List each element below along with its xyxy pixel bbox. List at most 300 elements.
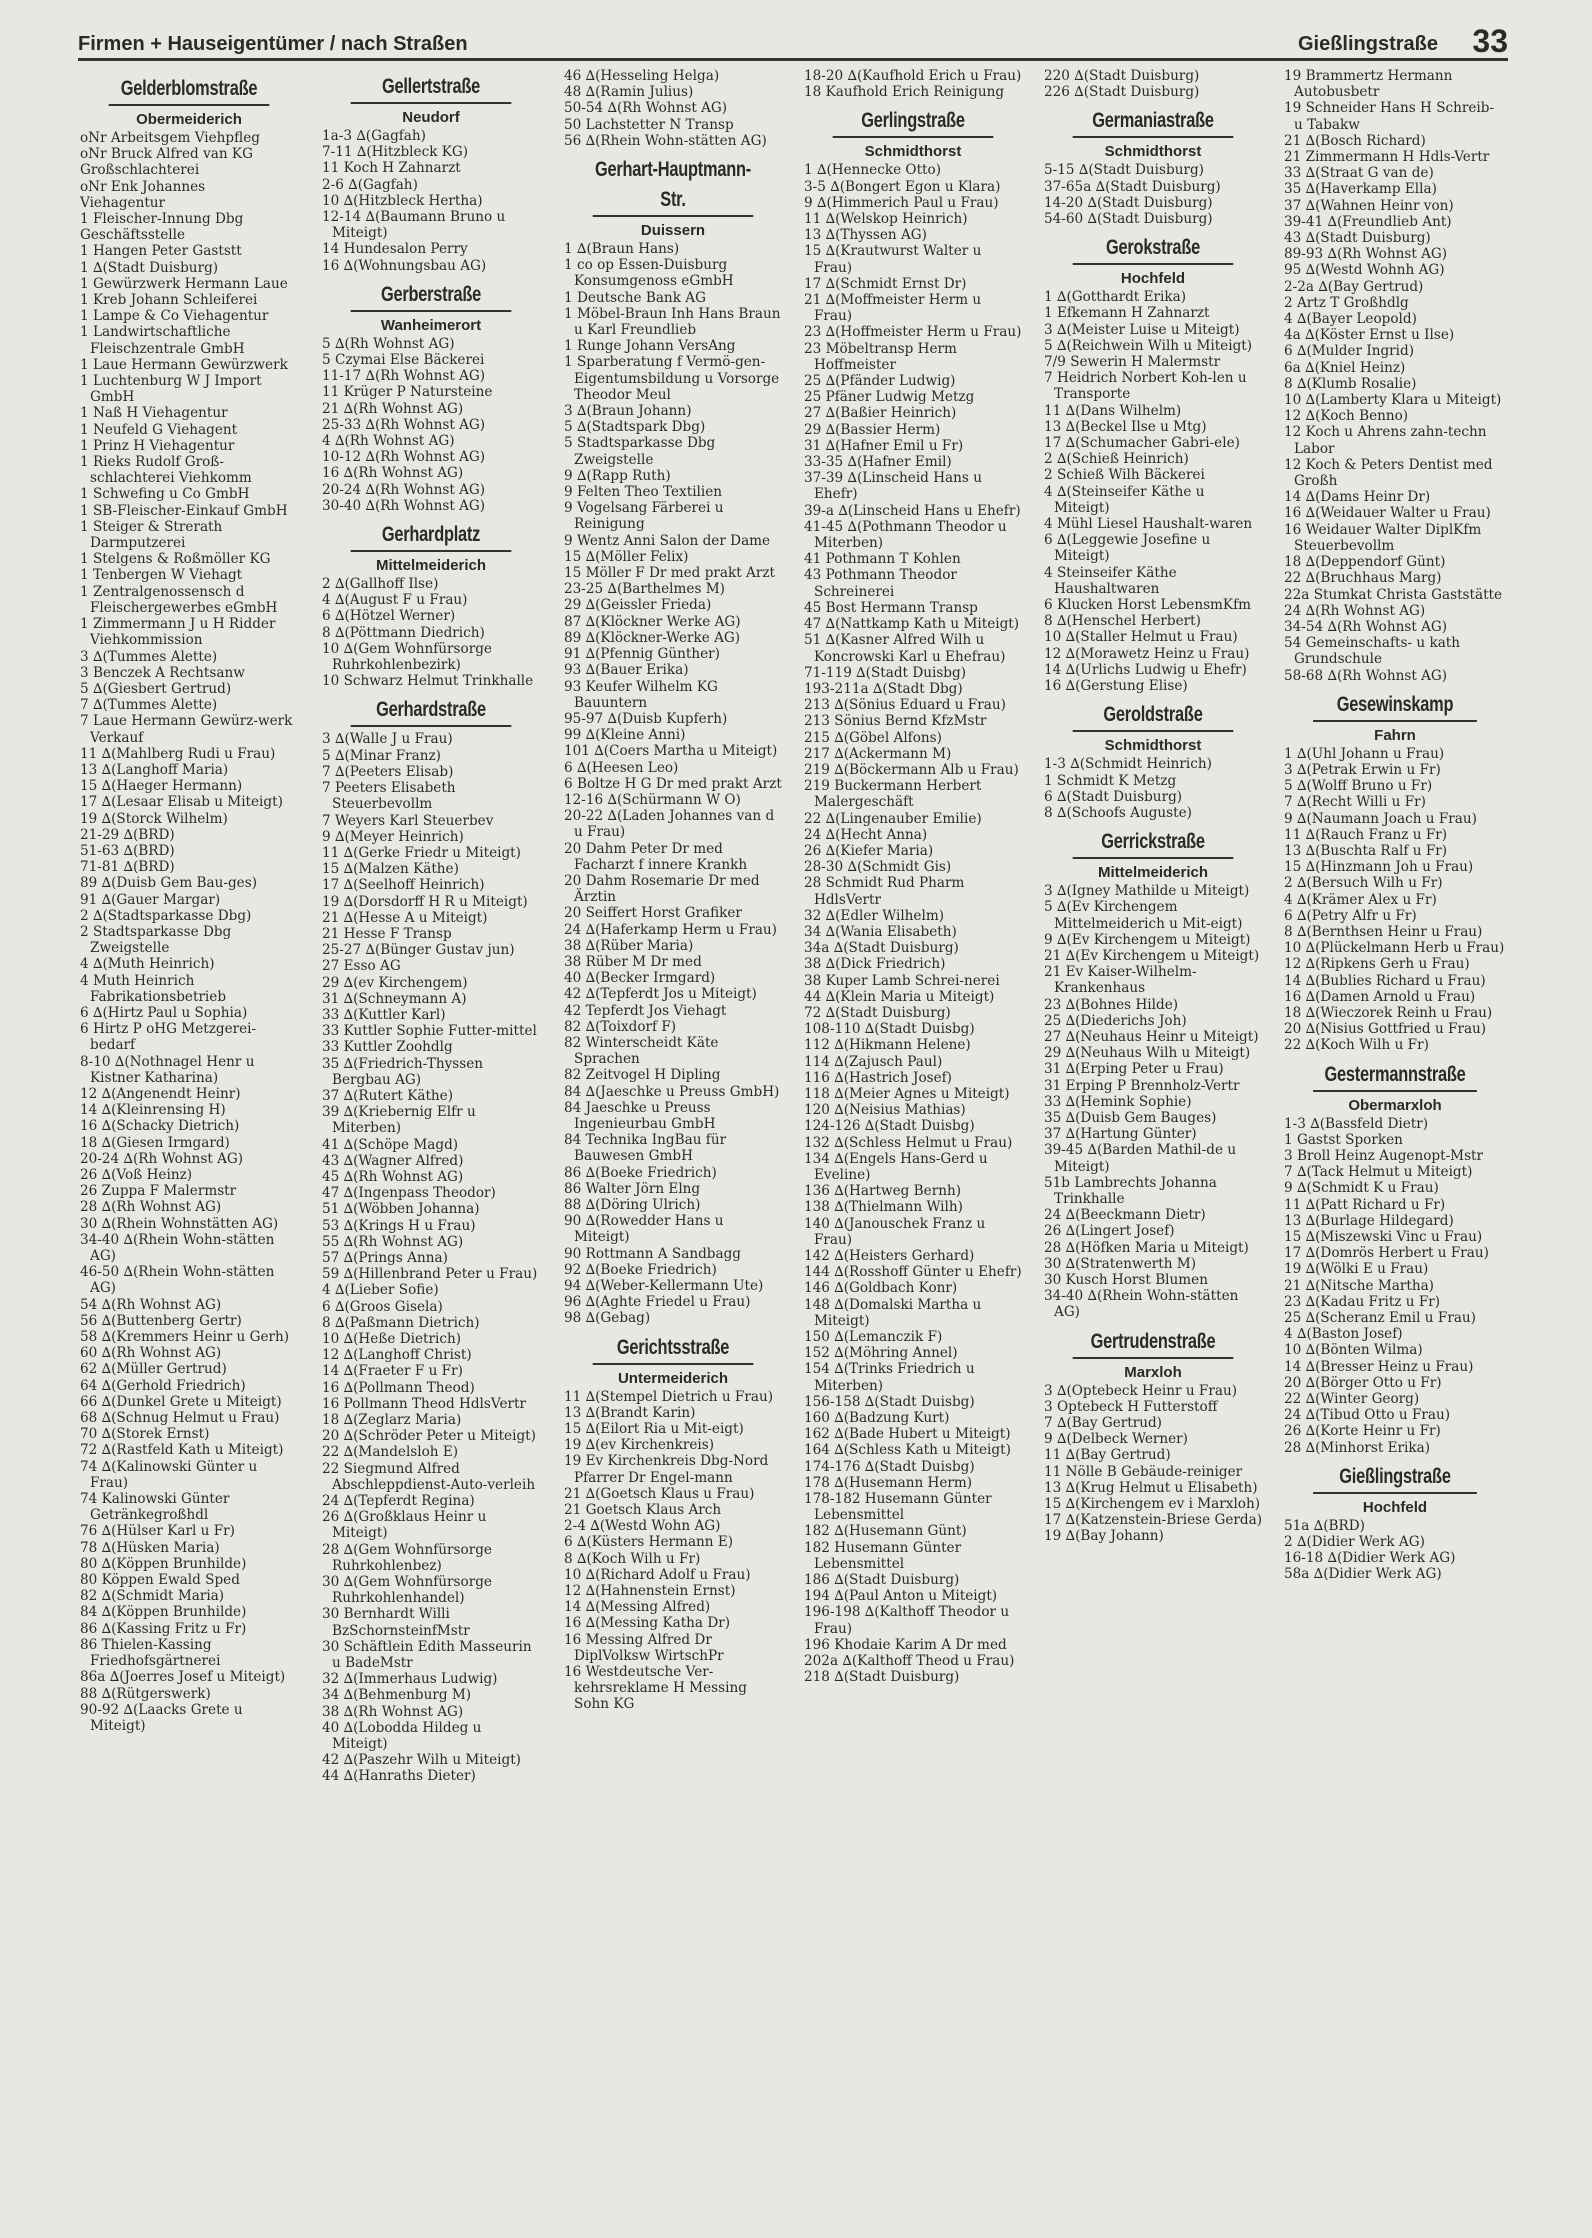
directory-entry: 30 ∆(Rhein Wohnstätten AG) bbox=[80, 1215, 279, 1232]
directory-entry: 7 Weyers Karl Steuerbev bbox=[322, 812, 494, 829]
directory-entry: 1 Efkemann H Zahnarzt bbox=[1044, 305, 1210, 322]
directory-entry: 9 ∆(Schmidt K u Frau) bbox=[1284, 1180, 1439, 1197]
directory-entry: 24 ∆(Tibud Otto u Frau) bbox=[1284, 1407, 1451, 1424]
directory-entry: 82 Winterscheidt Käte Sprachen bbox=[564, 1034, 719, 1068]
directory-entry: 152 ∆(Möhring Annel) bbox=[804, 1345, 958, 1362]
directory-entry: 57 ∆(Prings Anna) bbox=[322, 1249, 448, 1266]
street-name: Gertrudenstraße bbox=[1073, 1327, 1234, 1359]
directory-entry: 30 ∆(Gem Wohnfürsorge Ruhrkohlenhandel) bbox=[322, 1574, 492, 1607]
directory-entry: 23 ∆(Kadau Fritz u Fr) bbox=[1284, 1293, 1441, 1310]
directory-entry: 28 Schmidt Rud Pharm HdlsVertr bbox=[804, 875, 965, 908]
street-section bbox=[322, 695, 540, 1784]
directory-entry: 1a-3 ∆(Gagfah) bbox=[322, 128, 426, 144]
directory-entry: 58-68 ∆(Rh Wohnst AG) bbox=[1284, 667, 1448, 684]
directory-entry: 1 Lampe & Co Viehagentur bbox=[80, 308, 269, 325]
directory-entry: 7 Peeters Elisabeth Steuerbevollm bbox=[322, 780, 456, 813]
directory-entry: 5 ∆(Stadtspark Dbg) bbox=[564, 419, 706, 436]
street-name: Gestermannstraße bbox=[1313, 1060, 1477, 1092]
directory-entry: 1 Prinz H Viehagentur bbox=[80, 437, 235, 454]
street-section bbox=[1044, 106, 1262, 227]
directory-entry: 1 Runge Johann VersAng bbox=[564, 338, 736, 355]
directory-entry: 8-10 ∆(Nothnagel Henr u Kistner Katharina) bbox=[80, 1053, 255, 1086]
directory-entry: 6 ∆(Petry Alfr u Fr) bbox=[1284, 907, 1417, 924]
directory-entry: 30 Schäftlein Edith Masseurin u BadeMstr bbox=[322, 1638, 532, 1672]
directory-entry: 22 ∆(Bruchhaus Marg) bbox=[1284, 570, 1442, 587]
street-name: Gerhardstraße bbox=[351, 695, 512, 727]
directory-entry: 78 ∆(Hüsken Maria) bbox=[80, 1539, 220, 1556]
directory-entry: 202a ∆(Kalthoff Theod u Frau) bbox=[804, 1653, 1015, 1670]
directory-entry: 45 ∆(Rh Wohnst AG) bbox=[322, 1168, 464, 1185]
directory-entry: 21 Zimmermann H Hdls-Vertr bbox=[1284, 149, 1490, 166]
directory-entry: 45 Bost Hermann Transp bbox=[804, 599, 978, 616]
directory-entry: 88 ∆(Döring Ulrich) bbox=[564, 1197, 701, 1213]
directory-entry: 186 ∆(Stadt Duisburg) bbox=[804, 1572, 960, 1589]
directory-entry: 37 ∆(Hartung Günter) bbox=[1044, 1126, 1197, 1143]
directory-entry: 11 ∆(Bay Gertrud) bbox=[1044, 1447, 1171, 1464]
district-name: Obermarxloh bbox=[1348, 1096, 1442, 1114]
directory-entry: 64 ∆(Gerhold Friedrich) bbox=[80, 1377, 246, 1394]
directory-entry: 54 ∆(Rh Wohnst AG) bbox=[80, 1296, 222, 1313]
directory-entry: 34 ∆(Behmenburg M) bbox=[322, 1687, 472, 1704]
directory-entry: 10 ∆(Hitzbleck Hertha) bbox=[322, 192, 483, 209]
directory-entry: 101 ∆(Coers Martha u Miteigt) bbox=[564, 743, 778, 760]
directory-entry: 7 ∆(Peeters Elisab) bbox=[322, 763, 454, 780]
directory-entry: oNr Bruck Alfred van KG bbox=[80, 146, 253, 163]
directory-entry: 8 ∆(Paßmann Dietrich) bbox=[322, 1314, 480, 1331]
directory-entry: 90 Rottmann A Sandbagg bbox=[564, 1245, 742, 1262]
directory-entry: 23 ∆(Hoffmeister Herm u Frau) bbox=[804, 324, 1022, 341]
directory-entry: 9 ∆(Himmerich Paul u Frau) bbox=[804, 194, 999, 211]
directory-entry: 33 ∆(Hemink Sophie) bbox=[1044, 1093, 1192, 1110]
directory-entry: 1 Hangen Peter Gaststt bbox=[80, 243, 242, 260]
directory-entry: 8 ∆(Koch Wilh u Fr) bbox=[564, 1550, 701, 1567]
directory-entry: 11 Koch H Zahnarzt bbox=[322, 160, 461, 177]
directory-entry: 27 Esso AG bbox=[322, 958, 401, 975]
directory-entry: 38 ∆(Dick Friedrich) bbox=[804, 956, 946, 973]
directory-entry: 21 ∆(Ev Kirchengem u Miteigt) bbox=[1044, 947, 1260, 964]
column-3 bbox=[564, 68, 782, 1719]
directory-entry: 1 Gastst Sporken bbox=[1284, 1131, 1403, 1148]
directory-entry: 33 Kuttler Zoohdlg bbox=[322, 1039, 453, 1056]
district-name: Mittelmeiderich bbox=[1097, 864, 1209, 882]
directory-entry: 34-54 ∆(Rh Wohnst AG) bbox=[1284, 618, 1448, 635]
directory-entry: 13 ∆(Burlage Hildegard) bbox=[1284, 1212, 1454, 1229]
district-name: Fahrn bbox=[1374, 726, 1416, 744]
directory-entry: 1-3 ∆(Bassfeld Dietr) bbox=[1284, 1115, 1429, 1132]
directory-entry: 15 ∆(Malzen Käthe) bbox=[322, 861, 459, 878]
directory-entry: 10 ∆(Plückelmann Herb u Frau) bbox=[1284, 940, 1505, 957]
directory-entry: 16 Messing Alfred Dr DiplVolksw WirtschPr bbox=[564, 1631, 724, 1664]
directory-entry: 213 Sönius Bernd KfzMstr bbox=[804, 713, 987, 730]
directory-entry: 3 ∆(Optebeck Heinr u Frau) bbox=[1044, 1382, 1238, 1399]
directory-entry: 18 ∆(Zeglarz Maria) bbox=[322, 1412, 462, 1429]
directory-entry: 26 ∆(Voß Heinz) bbox=[80, 1167, 193, 1183]
directory-entry: 11 ∆(Mahlberg Rudi u Frau) bbox=[80, 745, 276, 762]
directory-entry: 50-54 ∆(Rh Wohnst AG) bbox=[564, 100, 728, 117]
directory-entry: 21 Hesse F Transp bbox=[322, 925, 452, 942]
directory-entry: 8 ∆(Pöttmann Diedrich) bbox=[322, 624, 485, 641]
directory-entry: 1 Rieks Rudolf Groß-schlachterei Viehkomm bbox=[80, 454, 252, 487]
street-section bbox=[564, 155, 782, 1327]
directory-entry: 80 ∆(Köppen Brunhilde) bbox=[80, 1555, 247, 1572]
directory-entry: 25 ∆(Pfänder Ludwig) bbox=[804, 373, 956, 390]
directory-entry: 29 ∆(Bassier Herm) bbox=[804, 421, 941, 438]
directory-entry: 16 ∆(Weidauer Walter u Frau) bbox=[1284, 505, 1491, 522]
directory-entry: 7 Heidrich Norbert Koh-len u Transporte bbox=[1044, 370, 1247, 403]
directory-entry: 94 ∆(Weber-Kellermann Ute) bbox=[564, 1278, 764, 1295]
directory-entry: 120 ∆(Neisius Mathias) bbox=[804, 1102, 966, 1119]
directory-entry: 1 Steiger & Strerath Darmputzerei bbox=[80, 518, 223, 552]
directory-entry: 29 ∆(ev Kirchengem) bbox=[322, 974, 468, 991]
directory-entry: 13 ∆(Beckel Ilse u Mtg) bbox=[1044, 418, 1207, 435]
directory-entry: 19 Ev Kirchenkreis Dbg-Nord Pfarrer Dr Engel-mann bbox=[564, 1453, 769, 1486]
district-name: Hochfeld bbox=[1120, 270, 1186, 288]
directory-entry: 5 ∆(Minar Franz) bbox=[322, 747, 441, 764]
directory-entry: 20-24 ∆(Rh Wohnst AG) bbox=[322, 481, 486, 498]
directory-entry: 15 ∆(Krautwurst Walter u Frau) bbox=[804, 243, 982, 276]
directory-entry: 84 Technika IngBau für Bauwesen GmbH bbox=[564, 1132, 727, 1165]
directory-entry: 10 Schwarz Helmut Trinkhalle bbox=[322, 673, 534, 690]
column-2 bbox=[322, 68, 540, 1791]
directory-entry: 4 Steinseifer Käthe Haushaltwaren bbox=[1044, 564, 1177, 597]
directory-entry: 43 ∆(Stadt Duisburg) bbox=[1284, 230, 1431, 247]
directory-entry: 182 ∆(Husemann Günt) bbox=[804, 1523, 967, 1540]
directory-entry: 28 ∆(Höfken Maria u Miteigt) bbox=[1044, 1239, 1249, 1256]
directory-entry: 118 ∆(Meier Agnes u Miteigt) bbox=[804, 1085, 1010, 1102]
directory-entry: 33 ∆(Straat G van de) bbox=[1284, 165, 1434, 182]
directory-entry: 1 Schmidt K Metzg bbox=[1044, 772, 1177, 789]
street-section bbox=[322, 520, 540, 689]
street-name: Gerlingstraße bbox=[833, 106, 994, 138]
directory-entry: 71-119 ∆(Stadt Duisbg) bbox=[804, 664, 967, 681]
directory-entry: 12-14 ∆(Baumann Bruno u Miteigt) bbox=[322, 209, 506, 242]
directory-entry: 86 ∆(Kassing Fritz u Fr) bbox=[80, 1620, 247, 1637]
directory-entry: 20 ∆(Schröder Peter u Miteigt) bbox=[322, 1428, 536, 1445]
directory-entry: 226 ∆(Stadt Duisburg) bbox=[1044, 84, 1200, 101]
directory-entry: 148 ∆(Domalski Martha u Miteigt) bbox=[804, 1296, 982, 1329]
directory-entry: 219 ∆(Böckermann Alb u Frau) bbox=[804, 761, 1019, 778]
column-5 bbox=[1044, 68, 1262, 1551]
directory-entry: 62 ∆(Müller Gertrud) bbox=[80, 1361, 227, 1378]
directory-entry: 156-158 ∆(Stadt Duisbg) bbox=[804, 1393, 975, 1410]
directory-entry: 218 ∆(Stadt Duisburg) bbox=[804, 1669, 960, 1686]
directory-entry: 19 ∆(Wölki E u Frau) bbox=[1284, 1261, 1429, 1278]
directory-entry: 196 Khodaie Karim A Dr med bbox=[804, 1636, 1007, 1653]
directory-entry: 3 Benczek A Rechtsanw bbox=[80, 664, 245, 681]
directory-entry: 12 Koch u Ahrens zahn-techn Labor bbox=[1284, 424, 1487, 457]
district-name: Obermeiderich bbox=[136, 111, 242, 128]
directory-entry: 41 Pothmann T Kohlen bbox=[804, 551, 961, 568]
directory-entry: 18 ∆(Wieczorek Reinh u Frau) bbox=[1284, 1004, 1493, 1021]
directory-entry: 58 ∆(Kremmers Heinr u Gerh) bbox=[80, 1329, 290, 1346]
directory-entry: 18 ∆(Deppendorf Günt) bbox=[1284, 554, 1446, 571]
directory-entry: 30-40 ∆(Rh Wohnst AG) bbox=[322, 497, 486, 514]
header-left-title: Firmen + Hauseigentümer / nach Straßen bbox=[78, 33, 468, 55]
directory-entry: 4 Muth Heinrich Fabrikationsbetrieb bbox=[80, 972, 227, 1005]
directory-entry: 7/9 Sewerin H Malermstr bbox=[1044, 354, 1221, 371]
directory-entry: 116 ∆(Hastrich Josef) bbox=[804, 1069, 952, 1086]
directory-entry: 13 ∆(Langhoff Maria) bbox=[80, 761, 229, 778]
directory-entry: 3 ∆(Igney Mathilde u Miteigt) bbox=[1044, 883, 1250, 900]
directory-entry: 38 Kuper Lamb Schrei-nerei bbox=[804, 972, 1000, 989]
directory-entry: 14 ∆(Kleinrensing H) bbox=[80, 1102, 226, 1119]
directory-entry: 14 ∆(Bublies Richard u Frau) bbox=[1284, 972, 1486, 989]
district-name: Schmidthorst bbox=[1104, 143, 1202, 161]
directory-entry: 4 ∆(Lieber Sofie) bbox=[322, 1282, 439, 1299]
directory-entry: 25 ∆(Scheranz Emil u Frau) bbox=[1284, 1310, 1476, 1327]
directory-entry: 42 ∆(Tepferdt Jos u Miteigt) bbox=[564, 986, 757, 1003]
directory-entry: 7-11 ∆(Hitzbleck KG) bbox=[322, 144, 469, 161]
directory-entry: 5 Czymai Else Bäckerei bbox=[322, 352, 485, 369]
directory-entry: 1 Landwirtschaftliche Fleischzentrale GmbH bbox=[80, 324, 245, 357]
directory-entry: 51b Lambrechts Johanna Trinkhalle bbox=[1044, 1174, 1217, 1207]
directory-entry: 16 ∆(Gerstung Elise) bbox=[1044, 678, 1188, 695]
directory-entry: 19 ∆(Dorsdorff H R u Miteigt) bbox=[322, 893, 528, 910]
street-section bbox=[1044, 700, 1262, 821]
page-number: 33 bbox=[1472, 23, 1508, 59]
directory-entry: 14 ∆(Messing Alfred) bbox=[564, 1599, 711, 1616]
directory-entry: 6 ∆(Stadt Duisburg) bbox=[1044, 788, 1183, 805]
directory-entry: 5 Stadtsparkasse Dbg Zweigstelle bbox=[564, 435, 716, 468]
directory-entry: 1 Tenbergen W Viehagt bbox=[80, 567, 243, 584]
directory-entry: 20 Dahm Peter Dr med Facharzt f innere Krankh bbox=[564, 840, 748, 873]
continued-entries bbox=[804, 68, 1022, 100]
directory-entry: 1 Möbel-Braun Inh Hans Braun u Karl Freundlieb bbox=[564, 305, 781, 339]
directory-entry: 20 Dahm Rosemarie Dr med Ärztin bbox=[564, 872, 760, 906]
directory-entry: 39-a ∆(Linscheid Hans u Ehefr) bbox=[804, 502, 1021, 519]
directory-entry: 23-25 ∆(Barthelmes M) bbox=[564, 581, 725, 598]
directory-entry: 2 Schieß Wilh Bäckerei bbox=[1044, 467, 1205, 484]
directory-entry: 2-6 ∆(Gagfah) bbox=[322, 176, 418, 193]
directory-entry: 14 ∆(Bresser Heinz u Frau) bbox=[1284, 1358, 1474, 1375]
directory-entry: 34-40 ∆(Rhein Wohn-stätten AG) bbox=[1044, 1288, 1239, 1321]
directory-entry: 23 ∆(Bohnes Hilde) bbox=[1044, 996, 1179, 1013]
directory-entry: 18 ∆(Giesen Irmgard) bbox=[80, 1134, 230, 1151]
directory-entry: 86 ∆(Boeke Friedrich) bbox=[564, 1164, 717, 1181]
directory-entry: 12 Koch & Peters Dentist med Großh bbox=[1284, 456, 1493, 490]
continued-entries bbox=[564, 68, 782, 149]
directory-entry: 142 ∆(Heisters Gerhard) bbox=[804, 1248, 975, 1265]
directory-entry: 22 ∆(Lingenauber Emilie) bbox=[804, 810, 982, 827]
directory-entry: 1 ∆(Uhl Johann u Frau) bbox=[1284, 745, 1445, 762]
street-section bbox=[1044, 233, 1262, 694]
directory-entry: 14-20 ∆(Stadt Duisburg) bbox=[1044, 194, 1213, 211]
directory-entry: 19 Schneider Hans H Schreib- u Tabakw bbox=[1284, 100, 1495, 133]
directory-entry: 7 ∆(Tummes Alette) bbox=[80, 697, 218, 714]
directory-entry: 8 ∆(Klumb Rosalie) bbox=[1284, 375, 1417, 392]
directory-entry: 21 ∆(Bosch Richard) bbox=[1284, 132, 1426, 149]
directory-entry: 16 Pollmann Theod HdlsVertr bbox=[322, 1395, 526, 1412]
directory-entry: 4a ∆(Köster Ernst u Ilse) bbox=[1284, 327, 1455, 344]
directory-entry: 10 ∆(Lamberty Klara u Miteigt) bbox=[1284, 392, 1502, 409]
directory-entry: 6 ∆(Hötzel Werner) bbox=[322, 608, 456, 625]
directory-entry: 11 ∆(Welskop Heinrich) bbox=[804, 211, 968, 228]
directory-entry: 20 Seiffert Horst Grafiker bbox=[564, 905, 742, 922]
directory-entry: 16 ∆(Rh Wohnst AG) bbox=[322, 465, 464, 482]
street-section bbox=[564, 1333, 782, 1713]
directory-entry: 28 ∆(Minhorst Erika) bbox=[1284, 1439, 1431, 1456]
directory-entry: 5 ∆(Ev Kirchengem Mittelmeiderich u Mit-eigt) bbox=[1044, 899, 1243, 932]
directory-entry: 6 Hirtz P oHG Metzgerei-bedarf bbox=[80, 1021, 257, 1054]
directory-entry: 60 ∆(Rh Wohnst AG) bbox=[80, 1345, 222, 1362]
directory-entry: 21 ∆(Nitsche Martha) bbox=[1284, 1277, 1434, 1294]
continued-entries bbox=[1044, 68, 1262, 100]
directory-entry: 1 Fleischer-Innung Dbg bbox=[80, 211, 244, 228]
directory-entry: 84 Jaeschke u Preuss Ingenieurbau GmbH bbox=[564, 1099, 716, 1132]
directory-entry: 160 ∆(Badzung Kurt) bbox=[804, 1410, 950, 1427]
directory-entry: 16 Westdeutsche Ver-kehrsreklame H Messing Sohn KG bbox=[564, 1664, 747, 1713]
directory-entry: 42 ∆(Paszehr Wilh u Miteigt) bbox=[322, 1752, 521, 1769]
directory-entry: 12 ∆(Koch Benno) bbox=[1284, 408, 1409, 425]
directory-entry: 1 Laue Hermann Gewürzwerk bbox=[80, 356, 288, 373]
directory-entry: 51 ∆(Wöbben Johanna) bbox=[322, 1201, 480, 1218]
directory-entry: 38 ∆(Rüber Maria) bbox=[564, 937, 694, 954]
street-name: Gerrickstraße bbox=[1073, 827, 1234, 859]
directory-entry: 1 Stelgens & Roßmöller KG bbox=[80, 551, 271, 568]
street-name: Gelderblomstraße bbox=[109, 74, 270, 106]
directory-entry: 35 ∆(Duisb Gem Bauges) bbox=[1044, 1109, 1217, 1126]
directory-entry: 1 ∆(Braun Hans) bbox=[564, 241, 680, 258]
street-section bbox=[80, 74, 298, 1734]
directory-entry: 14 ∆(Dams Heinr Dr) bbox=[1284, 489, 1431, 506]
directory-entry: 5-15 ∆(Stadt Duisburg) bbox=[1044, 162, 1204, 179]
directory-entry: 44 ∆(Klein Maria u Miteigt) bbox=[804, 988, 995, 1005]
directory-entry: 9 Vogelsang Färberei u Reinigung bbox=[564, 500, 724, 533]
directory-entry: 9 ∆(Rapp Ruth) bbox=[564, 467, 671, 484]
directory-entry: 4 ∆(Bayer Leopold) bbox=[1284, 311, 1417, 328]
directory-entry: 11 ∆(Stempel Dietrich u Frau) bbox=[564, 1388, 773, 1405]
directory-entry: 51-63 ∆(BRD) bbox=[80, 842, 175, 859]
street-section bbox=[1284, 1060, 1506, 1456]
directory-entry: 21 Ev Kaiser-Wilhelm-Krankenhaus bbox=[1044, 964, 1197, 997]
directory-entry: 3 ∆(Meister Luise u Miteigt) bbox=[1044, 321, 1240, 338]
directory-entry: 30 Kusch Horst Blumen bbox=[1044, 1271, 1208, 1288]
directory-entry: 31 ∆(Schneymann A) bbox=[322, 990, 467, 1007]
directory-entry: 13 ∆(Krug Helmut u Elisabeth) bbox=[1044, 1479, 1258, 1496]
directory-entry: 26 ∆(Kiefer Maria) bbox=[804, 842, 934, 859]
street-name: Germaniastraße bbox=[1073, 106, 1234, 138]
directory-entry: 28 ∆(Rh Wohnst AG) bbox=[80, 1199, 222, 1216]
district-name: Wanheimerort bbox=[380, 316, 482, 334]
directory-entry: 3 ∆(Braun Johann) bbox=[564, 403, 692, 420]
directory-entry: 80 Köppen Ewald Sped bbox=[80, 1572, 240, 1589]
directory-entry: 112 ∆(Hikmann Helene) bbox=[804, 1037, 971, 1054]
directory-entry: 1 SB-Fleischer-Einkauf GmbH bbox=[80, 502, 288, 519]
directory-entry: 24 ∆(Haferkamp Herm u Frau) bbox=[564, 921, 777, 938]
directory-entry: 178-182 Husemann Günter Lebensmittel bbox=[804, 1491, 992, 1524]
directory-entry: 12-16 ∆(Schürmann W O) bbox=[564, 791, 741, 808]
directory-entry: 4 ∆(Baston Josef) bbox=[1284, 1326, 1403, 1343]
directory-entry: 56 ∆(Rhein Wohn-stätten AG) bbox=[564, 132, 767, 149]
header-right-title: Gießlingstraße bbox=[1297, 33, 1438, 55]
directory-entry: 26 ∆(Lingert Josef) bbox=[1044, 1223, 1175, 1240]
directory-entry: 21 ∆(Rh Wohnst AG) bbox=[322, 400, 464, 417]
directory-entry: 13 ∆(Thyssen AG) bbox=[804, 227, 927, 244]
directory-entry: 26 Zuppa F Malermstr bbox=[80, 1183, 237, 1200]
directory-entry: 15 ∆(Hinzmann Joh u Frau) bbox=[1284, 859, 1474, 876]
directory-entry: 4 ∆(Rh Wohnst AG) bbox=[322, 433, 455, 450]
directory-entry: 2-4 ∆(Westd Wohn AG) bbox=[564, 1518, 721, 1535]
directory-entry: 114 ∆(Zajusch Paul) bbox=[804, 1053, 943, 1070]
directory-entry: 2-2a ∆(Bay Gertrud) bbox=[1284, 278, 1424, 295]
directory-entry: 40 ∆(Becker Irmgard) bbox=[564, 970, 716, 987]
directory-entry: 20-22 ∆(Laden Johannes van d u Frau) bbox=[564, 808, 775, 841]
directory-entry: 30 Bernhardt Willi BzSchornsteinfMstr bbox=[322, 1606, 470, 1639]
directory-entry: 24 ∆(Hecht Anna) bbox=[804, 826, 928, 843]
directory-entry: 17 ∆(Schmidt Ernst Dr) bbox=[804, 275, 967, 292]
directory-entry: 10 ∆(Gem Wohnfürsorge Ruhrkohlenbezirk) bbox=[322, 640, 492, 674]
directory-entry: 1 Sparberatung f Vermö-gen-Eigentumsbildung u Vorsorge Theodor Meul bbox=[564, 354, 780, 403]
street-section bbox=[1044, 827, 1262, 1320]
directory-entry: 14 Hundesalon Perry bbox=[322, 241, 468, 258]
directory-entry: 5 ∆(Rh Wohnst AG) bbox=[322, 335, 455, 352]
directory-entry: 56 ∆(Buttenberg Gertr) bbox=[80, 1312, 242, 1329]
directory-entry: 30 ∆(Stratenwerth M) bbox=[1044, 1255, 1196, 1272]
directory-entry: 88 ∆(Rütgerswerk) bbox=[80, 1685, 211, 1702]
directory-entry: 26 ∆(Großklaus Heinr u Miteigt) bbox=[322, 1509, 487, 1542]
directory-entry: 1 Zentralgenossensch d Fleischergewerbes eGmbH bbox=[80, 583, 278, 616]
directory-entry: 15 ∆(Eilort Ria u Mit-eigt) bbox=[564, 1421, 744, 1438]
directory-entry: 15 ∆(Haeger Hermann) bbox=[80, 778, 243, 795]
directory-entry: 72 ∆(Stadt Duisburg) bbox=[804, 1004, 951, 1021]
directory-entry: 196-198 ∆(Kalthoff Theodor u Frau) bbox=[804, 1604, 1010, 1637]
directory-entry: 59 ∆(Hillenbrand Peter u Frau) bbox=[322, 1266, 538, 1283]
directory-entry: 89 ∆(Duisb Gem Bau-ges) bbox=[80, 875, 257, 892]
directory-entry: 178 ∆(Husemann Herm) bbox=[804, 1474, 973, 1491]
directory-entry: 8 ∆(Bernthsen Heinr u Frau) bbox=[1284, 923, 1483, 940]
directory-entry: 5 ∆(Wolff Bruno u Fr) bbox=[1284, 778, 1433, 795]
directory-entry: 84 ∆(Jaeschke u Preuss GmbH) bbox=[564, 1083, 780, 1100]
directory-entry: 21 ∆(Moffmeister Herm u Frau) bbox=[804, 292, 982, 325]
directory-entry: 10 ∆(Heße Dietrich) bbox=[322, 1331, 462, 1347]
directory-entry: 37 ∆(Rutert Käthe) bbox=[322, 1087, 454, 1104]
district-name: Neudorf bbox=[402, 109, 460, 126]
directory-entry: 34a ∆(Stadt Duisburg) bbox=[804, 940, 959, 957]
directory-entry: 74 Kalinowski Günter Getränkegroßhdl bbox=[80, 1491, 230, 1524]
directory-entry: 10 ∆(Bönten Wilma) bbox=[1284, 1342, 1423, 1359]
directory-entry: Großschlachterei bbox=[80, 162, 200, 179]
directory-entry: 1 Schwefing u Co GmbH bbox=[80, 486, 250, 503]
directory-entry: 31 Erping P Brennholz-Vertr bbox=[1044, 1077, 1240, 1094]
directory-entry: 3 Optebeck H Futterstoff bbox=[1044, 1398, 1218, 1415]
directory-entry: 50 Lachstetter N Transp bbox=[564, 116, 734, 133]
directory-entry: 6 Boltze H G Dr med prakt Arzt bbox=[564, 775, 782, 792]
directory-entry: 89-93 ∆(Rh Wohnst AG) bbox=[1284, 246, 1448, 263]
directory-entry: 16 ∆(Wohnungsbau AG) bbox=[322, 257, 487, 274]
directory-entry: 6 ∆(Mulder Ingrid) bbox=[1284, 343, 1415, 360]
directory-entry: 28 ∆(Gem Wohnfürsorge Ruhrkohlenbez) bbox=[322, 1541, 492, 1574]
directory-entry: 1 Zimmermann J u H Ridder Viehkommission bbox=[80, 616, 276, 649]
directory-entry: 90 ∆(Rowedder Hans u Miteigt) bbox=[564, 1213, 724, 1246]
directory-entry: 90-92 ∆(Laacks Grete u Miteigt) bbox=[80, 1701, 243, 1734]
directory-entry: 47 ∆(Ingenpass Theodor) bbox=[322, 1185, 496, 1202]
directory-entry: 21 ∆(Hesse A u Miteigt) bbox=[322, 909, 488, 926]
directory-entry: 14 ∆(Fraeter F u Fr) bbox=[322, 1363, 463, 1380]
directory-entry: 1 Kreb Johann Schleiferei bbox=[80, 292, 258, 309]
directory-entry: 93 ∆(Bauer Erika) bbox=[564, 662, 689, 679]
directory-entry: 25-33 ∆(Rh Wohnst AG) bbox=[322, 416, 486, 433]
directory-entry: 92 ∆(Boeke Friedrich) bbox=[564, 1261, 717, 1278]
directory-entry: 11 Krüger P Natursteine bbox=[322, 384, 493, 401]
directory-entry: 84 ∆(Köppen Brunhilde) bbox=[80, 1604, 247, 1621]
district-name: Marxloh bbox=[1124, 1363, 1182, 1381]
directory-entry: 140 ∆(Janouschek Franz u Frau) bbox=[804, 1215, 986, 1248]
street-section bbox=[804, 106, 1022, 1685]
directory-entry: 38 Rüber M Dr med bbox=[564, 953, 702, 970]
directory-entry: 6 ∆(Küsters Hermann E) bbox=[564, 1534, 734, 1551]
directory-entry: 22 ∆(Mandelsloh E) bbox=[322, 1444, 459, 1461]
directory-entry: 17 ∆(Domrös Herbert u Frau) bbox=[1284, 1245, 1489, 1262]
